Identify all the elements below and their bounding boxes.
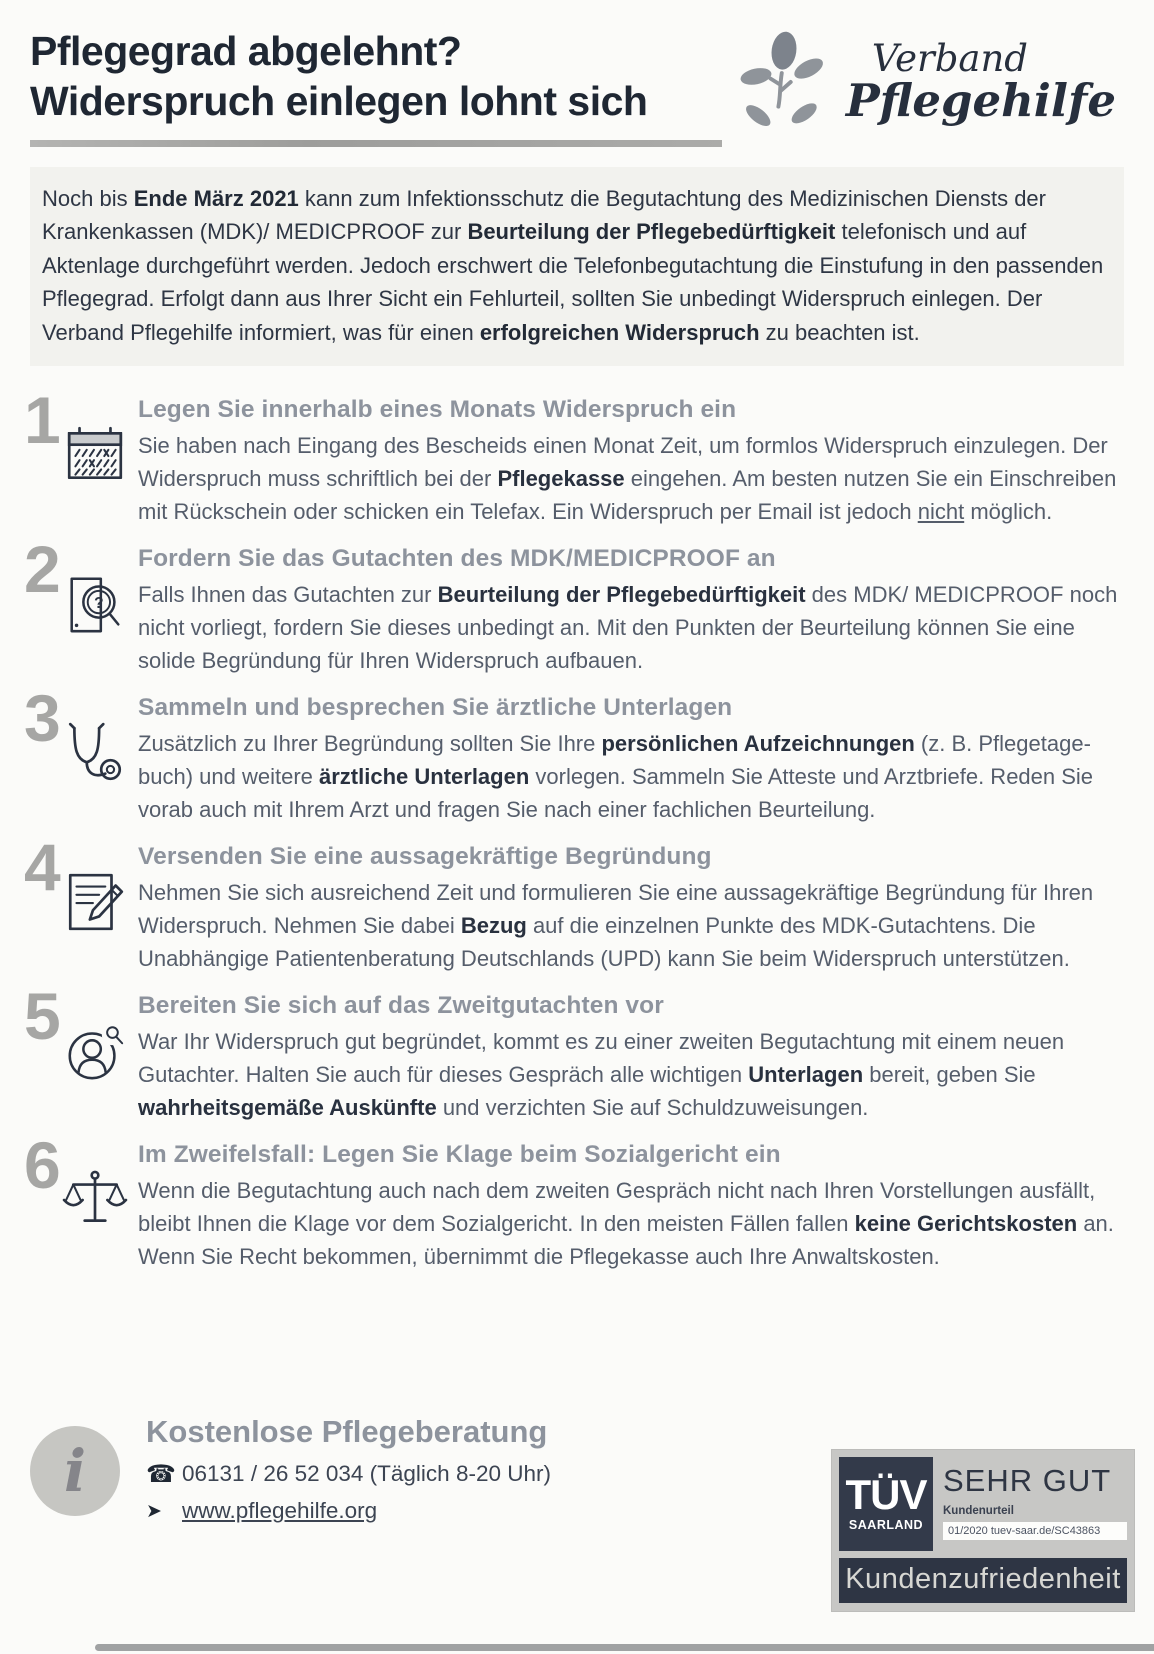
person-search-icon — [62, 1018, 128, 1089]
badge-category: Kundenzufriedenheit — [839, 1558, 1127, 1603]
step-heading: Fordern Sie das Gutachten des MDK/MEDICPROOF an — [138, 545, 776, 573]
phone-number: 06131 / 26 52 034 (Täglich 8-20 Uhr) — [182, 1461, 551, 1486]
steps-list — [22, 383, 1130, 1273]
step-heading: Im Zweifelsfall: Legen Sie Klage beim Sozialgericht ein — [138, 1141, 781, 1169]
phone-icon: ☎ — [146, 1460, 176, 1488]
step-number: 4 — [24, 830, 61, 905]
phone-line — [146, 1460, 551, 1488]
info-icon: i — [30, 1426, 120, 1516]
title-underline — [30, 140, 722, 147]
scales-icon — [62, 1167, 128, 1238]
plant-leaves-icon — [728, 26, 840, 138]
report-magnifier-icon — [62, 571, 128, 642]
intro-paragraph: Noch bis Ende März 2021 kann zum Infektionsschutz die Begutachtung des Medizinischen Diensts der Krankenkassen (MDK)/ MEDICPROOF zur Beurteilung der Pflegebedürftigkeit telefonisch und auf Aktenlage durchgeführt werden. Jedoch erschwert die Telefonbegutachtung die Einstufung in den passenden Pflegegrad. Erfolgt dann aus Ihrer Sicht ein Fehlurteil, sollten Sie unbedingt Widerspruch einlegen. Der Verband Pflegehilfe informiert, was für einen erfolgreichen Widerspruch zu beachten ist. — [30, 167, 1124, 366]
scan-artifact-bar — [95, 1644, 1154, 1651]
svg-text:?: ? — [94, 595, 104, 613]
arrow-icon: ➤ — [146, 1500, 162, 1522]
step-number: 2 — [24, 532, 61, 607]
step-heading: Legen Sie innerhalb eines Monats Widerspruch ein — [138, 396, 737, 424]
rating-text: SEHR GUT — [943, 1463, 1112, 1498]
step-heading: Versenden Sie eine aussagekräftige Begründung — [138, 843, 712, 871]
brand-name — [845, 37, 1116, 127]
footer — [30, 1412, 1134, 1595]
step-body: Wenn die Begutachtung auch nach dem zweiten Gespräch nicht nach Ihren Vorstellungen ausfällt, bleibt Ihnen die Klage vor dem Sozialgericht. In den meisten Fällen fallen keine Gerichtskosten an. Wenn Sie Recht bekommen, übernimmt die Pflegekasse auch Ihre Anwaltskosten. — [138, 1178, 1114, 1270]
step-4 — [22, 830, 1130, 975]
step-body: War Ihr Widerspruch gut begründet, kommt es zu einer zweiten Begutachtung mit einem neuen Gutachter. Halten Sie auch für dieses Gespräch alle wichtigen Unterlagen bereit, geben Sie wahrheitsgemäße Auskünfte und verzichten Sie auf Schuldzuweisungen. — [138, 1029, 1065, 1121]
contact-block — [146, 1412, 551, 1524]
tuv-logo — [839, 1457, 933, 1551]
step-body: Sie haben nach Eingang des Bescheids einen Monat Zeit, um formlos Widerspruch einzulegen. Der Widerspruch muss schriftlich bei der Pflegekasse eingehen. Am besten nutzen Sie ein Einschreiben mit Rückschein oder schicken ein Telefax. Ein Widerspruch per Email ist jedoch nicht möglich. — [138, 433, 1117, 525]
step-number: 3 — [24, 681, 61, 756]
stethoscope-icon — [62, 720, 128, 791]
consultation-heading: Kostenlose Pflegeberatung — [146, 1414, 548, 1449]
brand-name-line2: Pflegehilfe — [845, 73, 1116, 127]
step-body: Nehmen Sie sich ausreichend Zeit und formulieren Sie eine aussagekräftige Begründung für Ihren Widerspruch. Nehmen Sie dabei Bezug auf die einzelnen Punkte des MDK-Gutachtens. Die Unabhängige Patientenberatung Deutschlands (UPD) kann Sie beim Widerspruch unterstützen. — [138, 880, 1094, 972]
step-number: 6 — [24, 1128, 61, 1203]
page-title-line1: Pflegegrad abgelehnt? — [30, 28, 462, 74]
calendar-icon — [62, 422, 128, 493]
cert-info: 01/2020 tuev-saar.de/SC43863 — [943, 1522, 1127, 1540]
brand-name-line1: Verband — [871, 37, 1028, 81]
step-3 — [22, 681, 1130, 826]
step-number: 5 — [24, 979, 61, 1054]
notepad-pencil-icon — [62, 869, 128, 940]
step-1 — [22, 383, 1130, 528]
step-heading: Bereiten Sie sich auf das Zweitgutachten vor — [138, 992, 664, 1020]
tuv-logo-name: TÜV — [845, 1471, 927, 1519]
brand-logo — [728, 26, 1116, 138]
step-number: 1 — [24, 383, 61, 458]
step-2 — [22, 532, 1130, 677]
tuv-badge — [832, 1450, 1134, 1611]
step-body: Falls Ihnen das Gutachten zur Beurteilung der Pflegebedürftigkeit des MDK/ MEDICPROOF noch nicht vorliegt, fordern Sie dieses unbedingt an. Mit den Punkten der Beurteilung können Sie eine solide Begründung für Ihren Widerspruch aufbauen. — [138, 582, 1118, 674]
rating-subtext: Kundenurteil — [943, 1505, 1014, 1517]
website-link[interactable]: www.pflegehilfe.org — [182, 1498, 378, 1523]
step-5 — [22, 979, 1130, 1124]
header — [0, 0, 1154, 147]
tuv-logo-region: SAARLAND — [848, 1517, 924, 1532]
step-6 — [22, 1128, 1130, 1273]
step-body: Zusätzlich zu Ihrer Begründung sollten Sie Ihre persönlichen Aufzeichnungen (z. B. Pflegetagebuch) und weitere ärztliche Unterlagen vorlegen. Sammeln Sie Atteste und Arztbriefe. Reden Sie vorab auch mit Ihrem Arzt und fragen Sie nach einer fachlichen Beurteilung. — [138, 731, 1094, 823]
step-heading: Sammeln und besprechen Sie ärztliche Unterlagen — [138, 694, 733, 722]
page-title-line2: Widerspruch einlegen lohnt sich — [30, 78, 648, 125]
website-line — [146, 1498, 551, 1524]
page-title — [30, 26, 790, 126]
